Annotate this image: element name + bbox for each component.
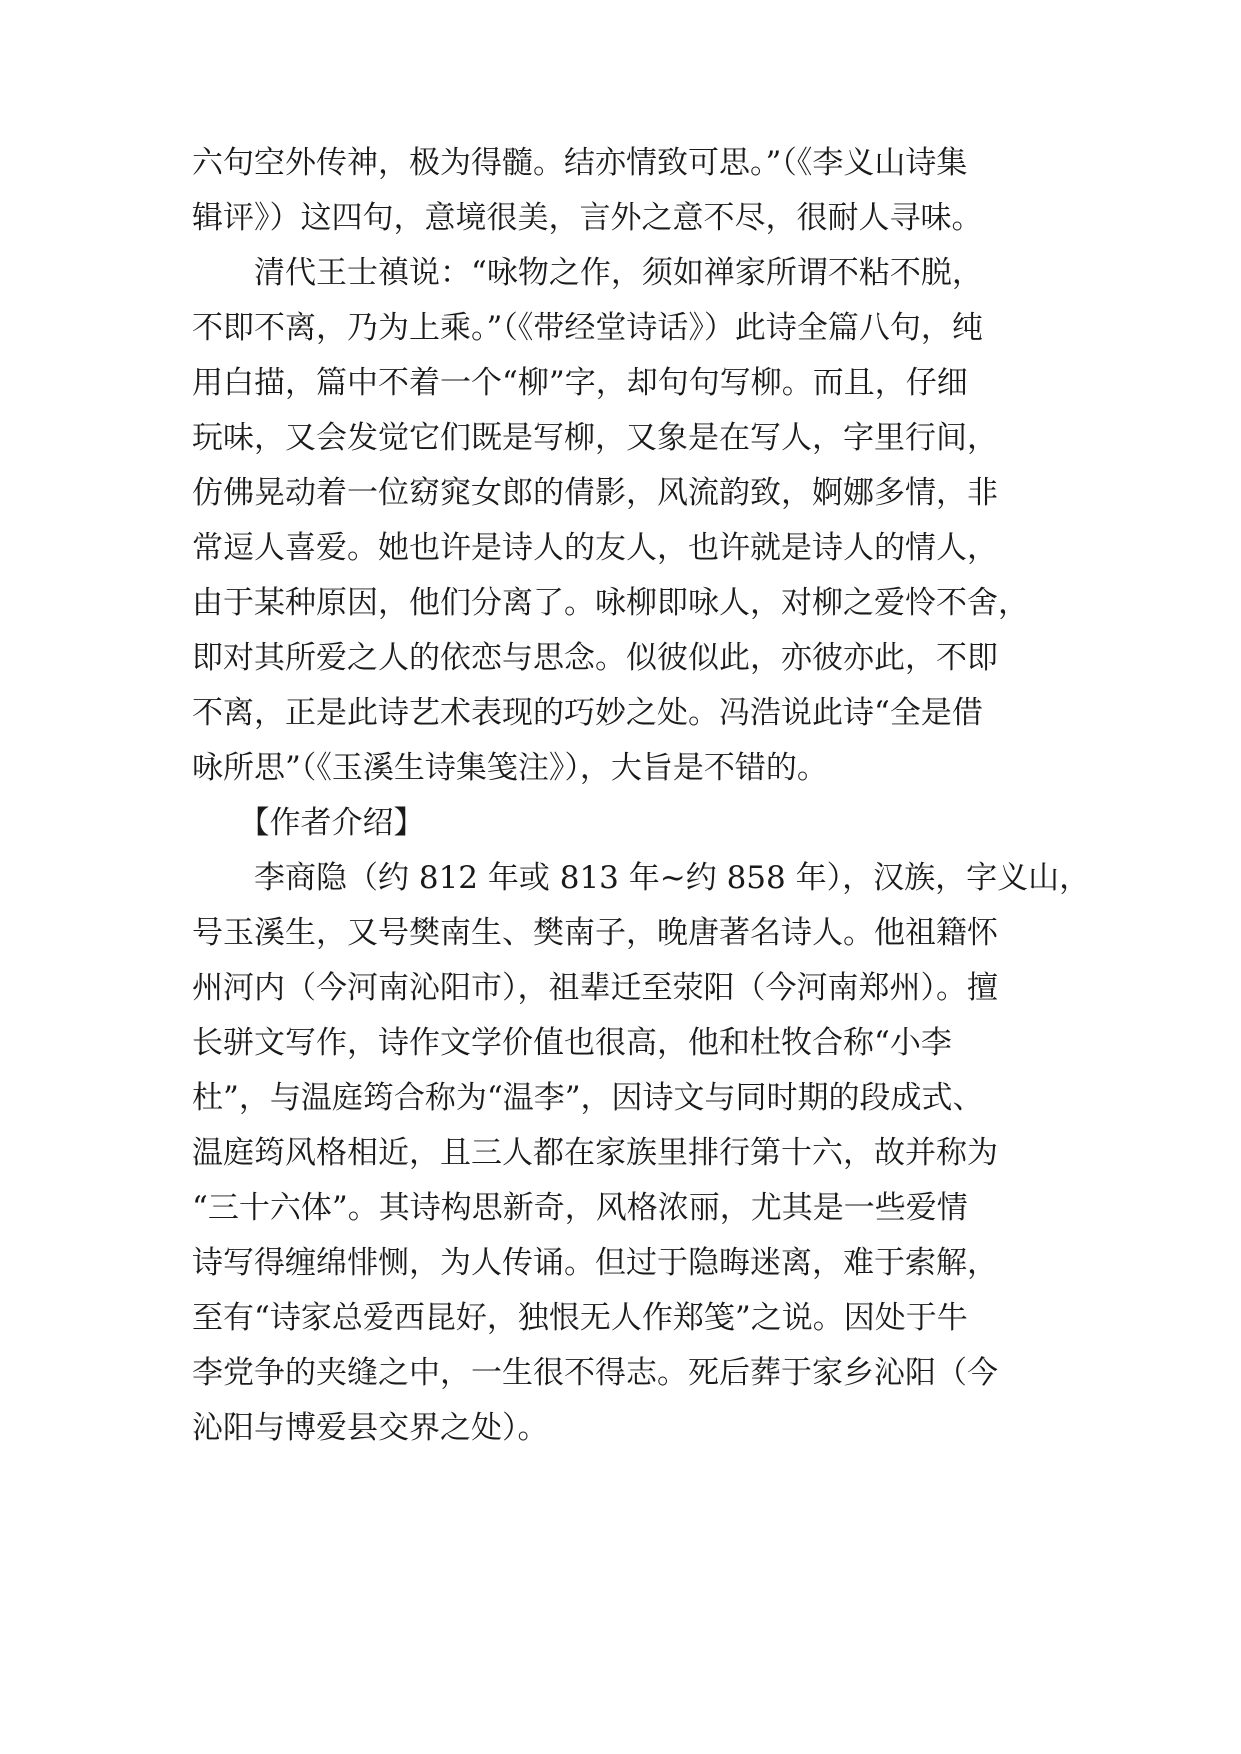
text-line: 至有“诗家总爱西昆好，独恨无人作郑笺”之说。因处于牛 (192, 1300, 968, 1336)
text-line: 常逗人喜爱。她也许是诗人的友人，也许就是诗人的情人， (192, 530, 998, 566)
text-line: 长骈文写作，诗作文学价值也很高，他和杜牧合称“小李 (192, 1025, 952, 1061)
text-line: 由于某种原因，他们分离了。咏柳即咏人，对柳之爱怜不舍， (192, 585, 1029, 621)
text-line: 仿佛晃动着一位窈窕女郎的倩影，风流韵致，婀娜多情，非 (192, 475, 998, 511)
text-line: 李党争的夹缝之中，一生很不得志。死后葬于家乡沁阳（今 (192, 1355, 998, 1391)
text-line: 不离，正是此诗艺术表现的巧妙之处。冯浩说此诗“全是借 (192, 695, 983, 731)
text-line: 用白描，篇中不着一个“柳”字，却句句写柳。而且，仔细 (192, 365, 968, 401)
text-line: 州河内（今河南沁阳市），祖辈迁至荥阳（今河南郑州）。擅 (192, 970, 998, 1006)
text-line: 诗写得缠绵悱恻，为人传诵。但过于隐晦迷离，难于索解， (192, 1245, 998, 1281)
text-line: 李商隐（约 812 年或 813 年~约 858 年），汉族，字义山， (192, 860, 1091, 896)
text-line: 六句空外传神，极为得髓。结亦情致可思。”（《李义山诗集 (192, 145, 968, 181)
text-line: 温庭筠风格相近，且三人都在家族里排行第十六，故并称为 (192, 1135, 998, 1171)
text-line: 沁阳与博爱县交界之处）。 (192, 1410, 549, 1446)
text-line: 杜”，与温庭筠合称为“温李”，因诗文与同时期的段成式、 (192, 1080, 984, 1116)
text-line: 咏所思”（《玉溪生诗集笺注》），大旨是不错的。 (192, 750, 828, 786)
text-line: 辑评》）这四句，意境很美，言外之意不尽，很耐人寻味。 (192, 200, 983, 236)
text-line: “三十六体”。其诗构思新奇，风格浓丽，尤其是一些爱情 (192, 1190, 968, 1226)
text-line: 号玉溪生，又号樊南生、樊南子，晚唐著名诗人。他祖籍怀 (192, 915, 998, 951)
text-line: 玩味，又会发觉它们既是写柳，又象是在写人，字里行间， (192, 420, 998, 456)
section-heading: 【作者介绍】 (192, 805, 425, 841)
text-line: 清代王士禛说：“咏物之作，须如禅家所谓不粘不脱， (192, 255, 983, 291)
text-line: 不即不离，乃为上乘。”（《带经堂诗话》）此诗全篇八句，纯 (192, 310, 983, 346)
text-line: 即对其所爱之人的依恋与思念。似彼似此，亦彼亦此，不即 (192, 640, 998, 676)
